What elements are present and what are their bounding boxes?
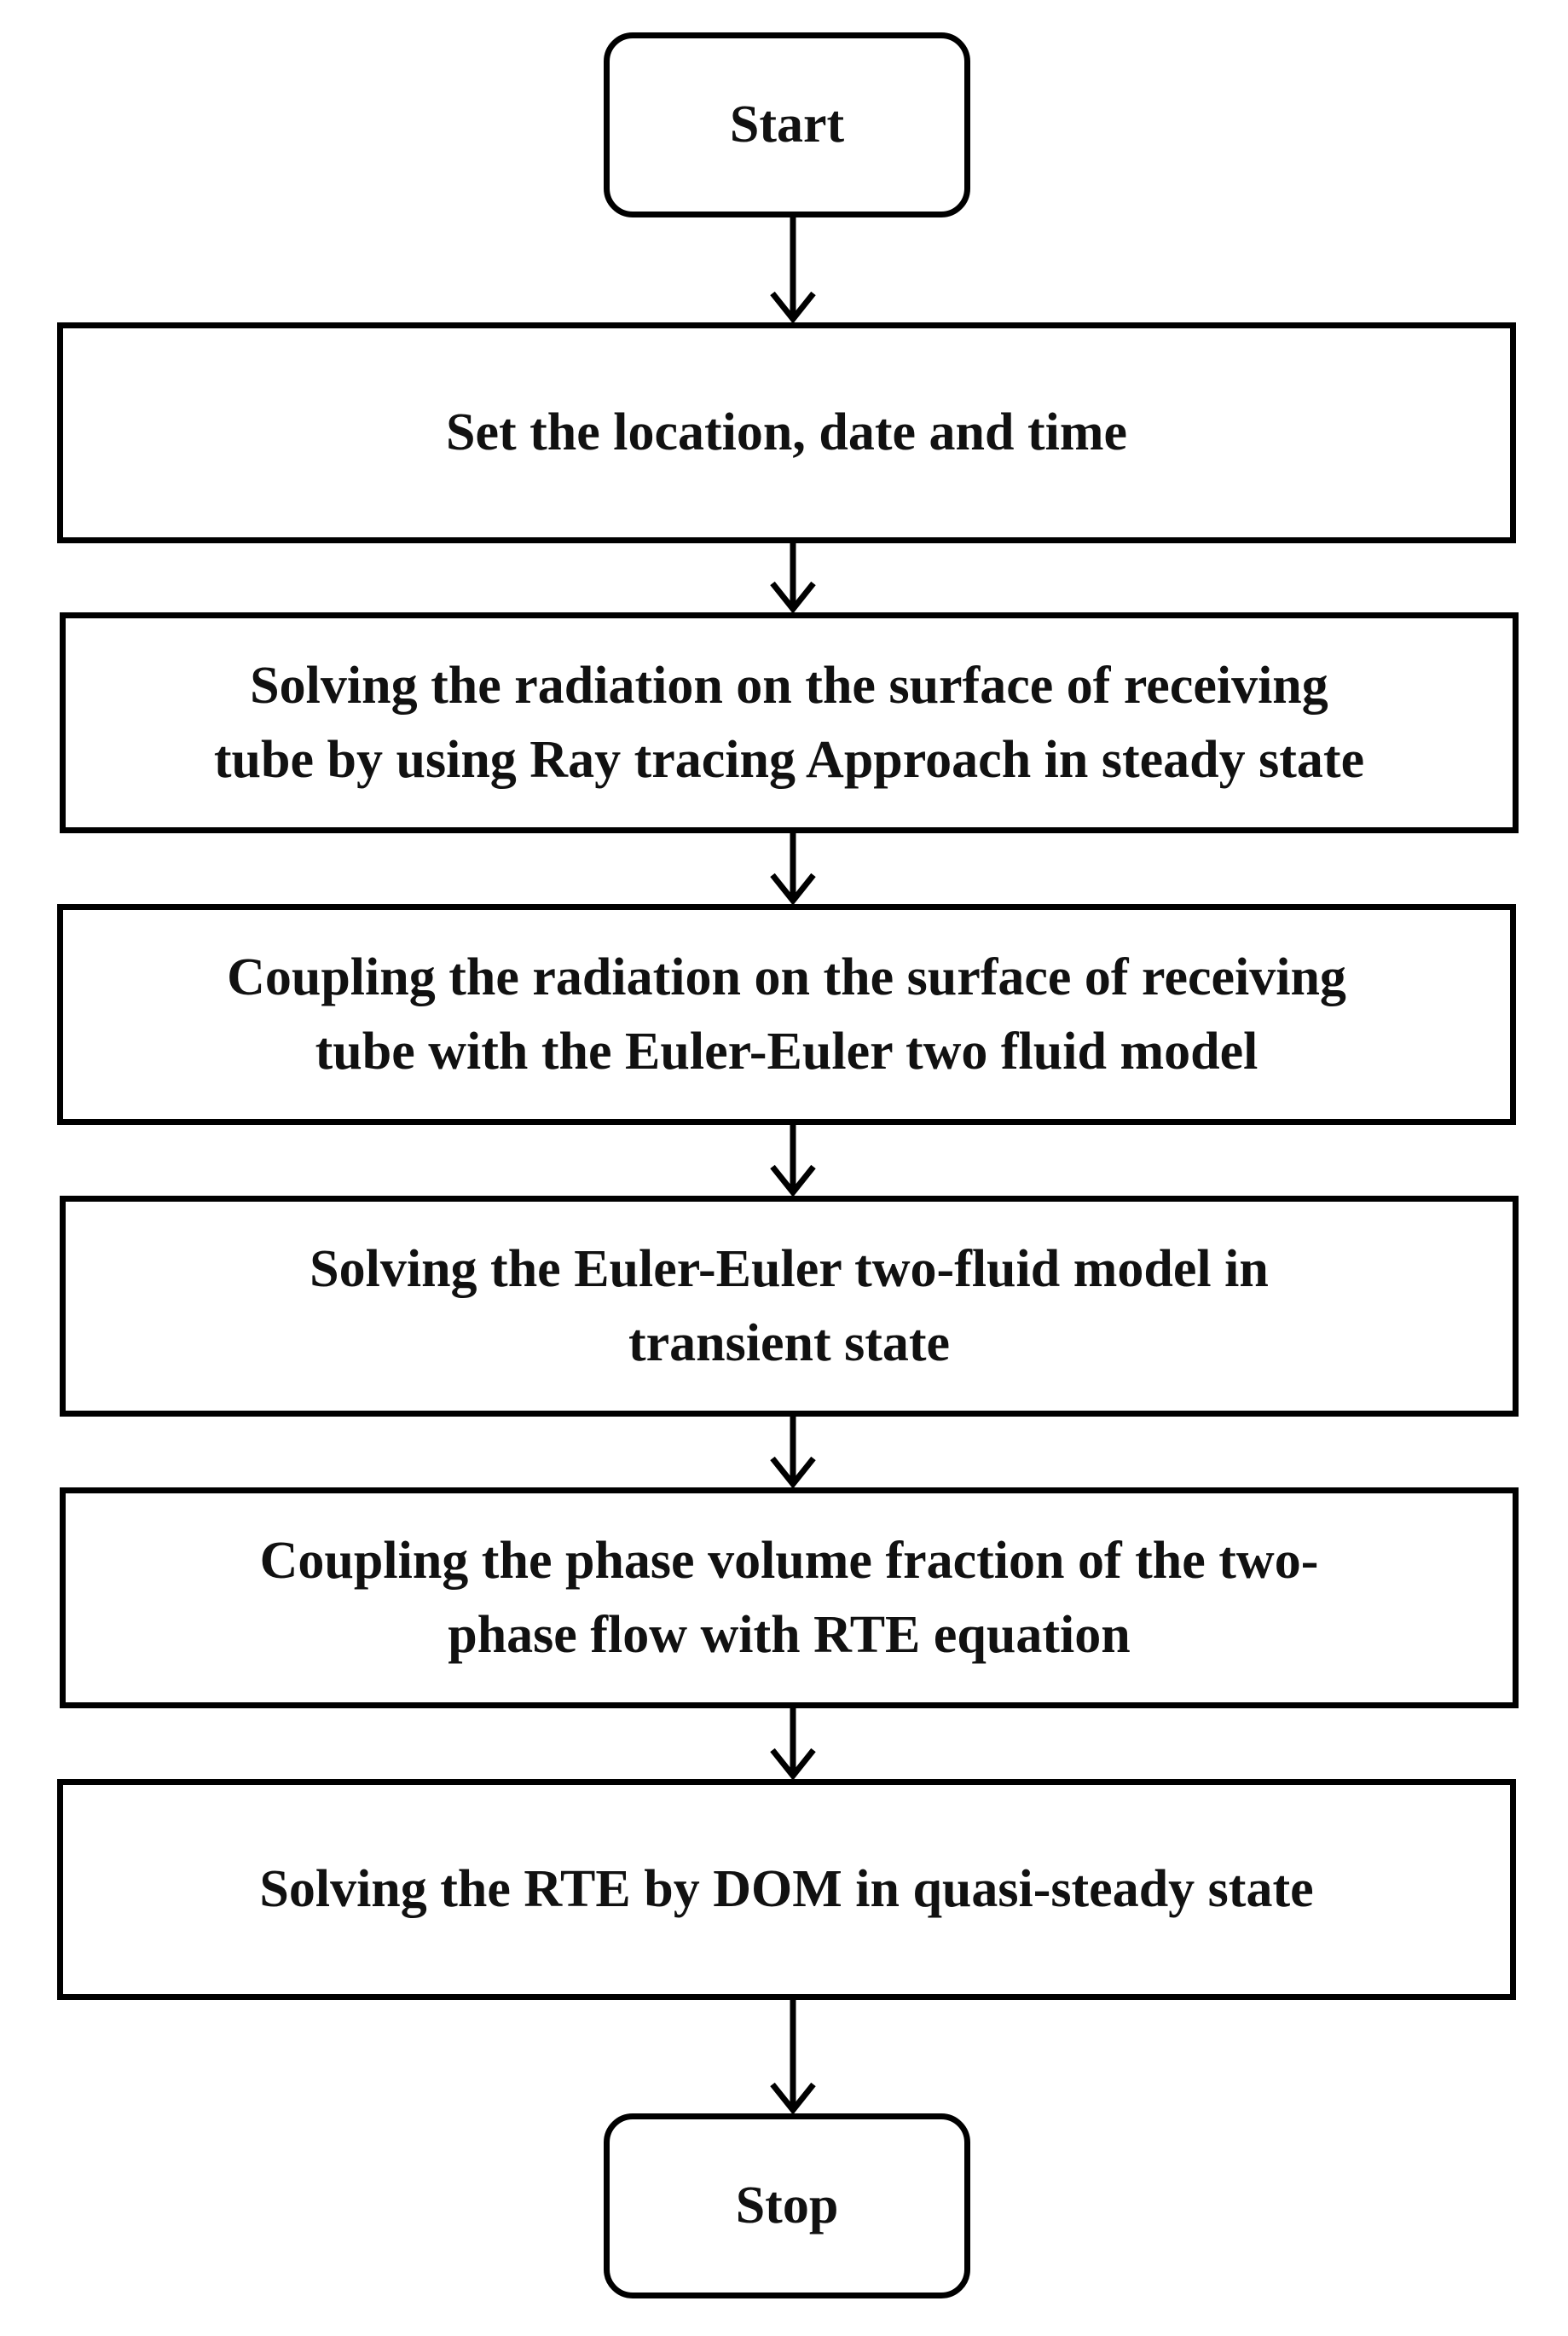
step-2-line-1: Solving the radiation on the surface of receiving: [250, 656, 1328, 715]
step-4-line-1: Solving the Euler-Euler two-fluid model in: [310, 1239, 1269, 1298]
stop-label: Stop: [735, 2177, 839, 2235]
step-2-line-2: tube by using Ray tracing Approach in steady state: [213, 730, 1365, 789]
step-3-line-1: Coupling the radiation on the surface of receiving: [227, 948, 1346, 1006]
step-6-line-1: Solving the RTE by DOM in quasi-steady state: [259, 1860, 1314, 1919]
step-1-line-1: Set the location, date and time: [445, 403, 1128, 462]
step-4-line-2: transient state: [628, 1313, 951, 1372]
step-5-line-1: Coupling the phase volume fraction of the two-: [259, 1531, 1319, 1590]
step-couple-radiation-two-fluid: [57, 904, 1516, 1125]
stop-node: [604, 2113, 970, 2298]
step-solve-two-fluid-transient: [60, 1196, 1519, 1417]
step-5-line-2: phase flow with RTE equation: [448, 1605, 1131, 1664]
step-solve-rte-dom: [57, 1779, 1516, 2000]
start-label: Start: [729, 96, 845, 154]
step-set-location-date-time: [57, 322, 1516, 543]
step-3-line-2: tube with the Euler-Euler two fluid model: [315, 1022, 1258, 1081]
start-node: [604, 32, 970, 217]
step-solve-radiation-ray-tracing: [60, 612, 1519, 833]
step-couple-volume-fraction-rte: [60, 1487, 1519, 1708]
